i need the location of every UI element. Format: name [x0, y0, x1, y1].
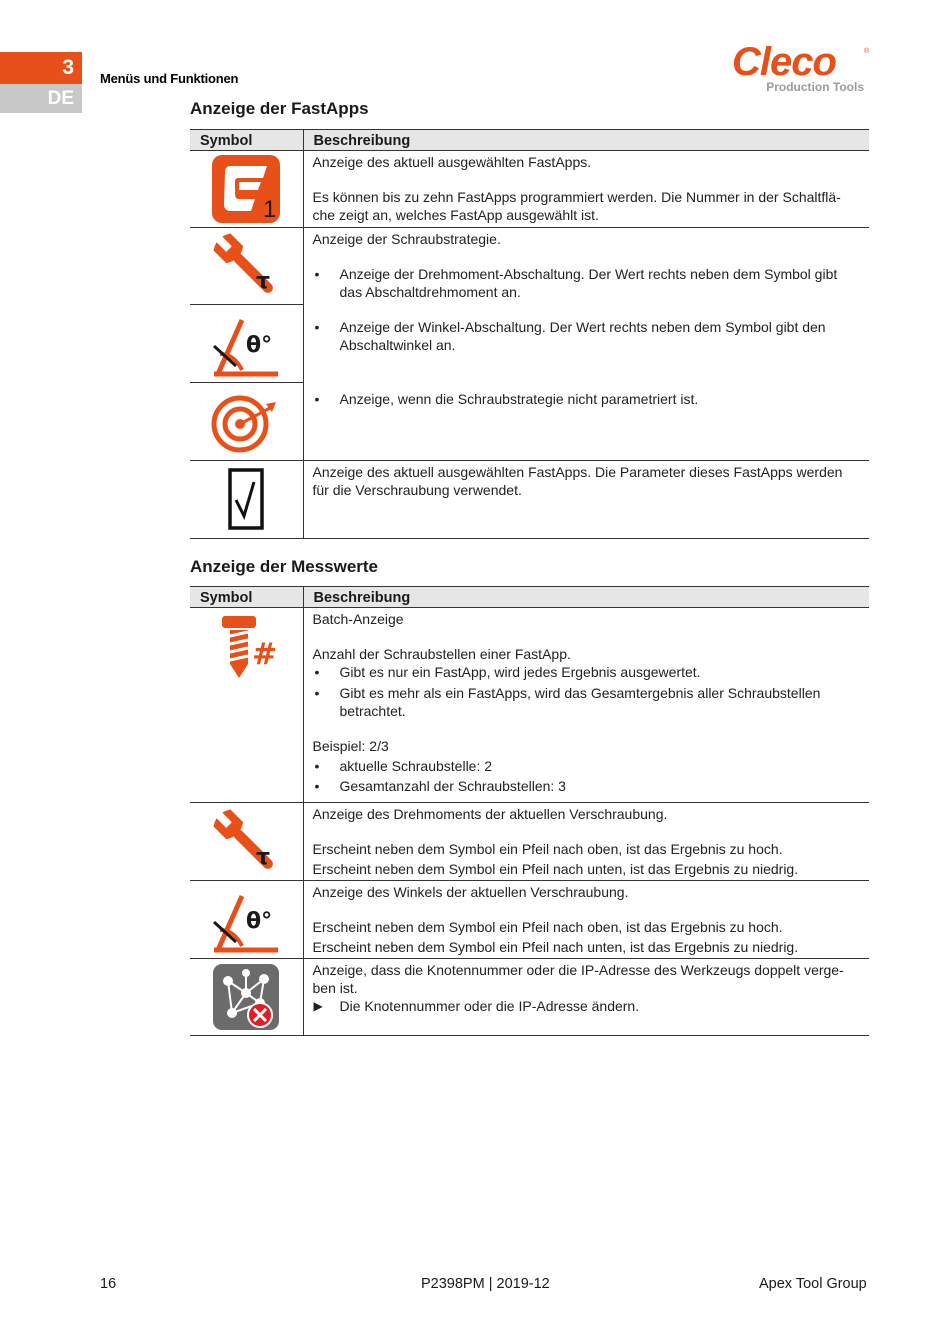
- action-step: ▶ Die Knotennummer oder die IP-Adresse ändern.: [313, 998, 640, 1014]
- strategy-intro: Anzeige der Schraubstrategie.: [312, 231, 501, 247]
- chapter-title: Menüs und Funktionen: [100, 71, 239, 86]
- svg-text:τ: τ: [256, 269, 271, 294]
- fastapp-desc-1: Anzeige des aktuell ausgewählten FastApps.: [312, 154, 592, 170]
- angle-desc-1: Anzeige des Winkels der aktuellen Verschraubung.: [312, 884, 629, 900]
- chapter-number-box: [0, 52, 82, 84]
- fastapps-table: [190, 129, 869, 539]
- svg-text:θ°: θ°: [246, 332, 273, 358]
- list-item: • Gesamtanzahl der Schraubstellen: 3: [313, 777, 861, 795]
- action-arrow-icon: ▶: [313, 999, 323, 1013]
- screw-batch-icon: [206, 612, 286, 684]
- fastapp-desc-2b: che zeigt an, welches FastApp ausgewählt ist.: [312, 207, 599, 223]
- svg-text:#: #: [252, 637, 278, 672]
- column-header-description: Beschreibung: [303, 587, 869, 608]
- table-row: [190, 228, 869, 305]
- torque-wrench-icon: [206, 228, 286, 304]
- torque-desc-2: Erscheint neben dem Symbol ein Pfeil nach oben, ist das Ergebnis zu hoch.: [312, 841, 783, 857]
- language-code: DE: [47, 88, 74, 109]
- document-id: P2398PM | 2019-12: [421, 1276, 550, 1292]
- torque-desc-1: Anzeige des Drehmoments der aktuellen Verschraubung.: [312, 806, 668, 822]
- column-header-symbol: Symbol: [190, 587, 303, 608]
- fastapp-number: 1: [263, 196, 277, 223]
- batch-desc: Anzahl der Schraubstellen einer FastApp.: [312, 646, 571, 662]
- target-icon: [206, 384, 286, 460]
- batch-title: Batch-Anzeige: [312, 611, 404, 627]
- column-header-symbol: Symbol: [190, 130, 303, 151]
- section-title-fastapps: Anzeige der FastApps: [190, 99, 369, 118]
- angle-icon: [206, 306, 286, 382]
- table-row: [190, 959, 869, 1036]
- table-row: [190, 608, 869, 803]
- language-box: [0, 84, 82, 113]
- checkbox-desc-2: für die Verschraubung verwendet.: [312, 482, 522, 498]
- messwerte-table: [190, 586, 869, 1036]
- list-item: • Gibt es mehr als ein FastApps, wird das Gesamtergebnis aller Schraubstellen betrachtet.: [313, 684, 861, 720]
- logo-subtext: Production Tools: [766, 80, 864, 94]
- network-error-icon: [212, 963, 280, 1031]
- fastapp-desc-2a: Es können bis zu zehn FastApps programmiert werden. Die Nummer in der Schaltflä-: [312, 189, 841, 205]
- section-title-messwerte: Anzeige der Messwerte: [190, 557, 379, 576]
- list-item: • Anzeige der Winkel-Abschaltung. Der Wert rechts neben dem Symbol gibt den Abschaltwinkel an.: [313, 318, 861, 354]
- company-name: Apex Tool Group: [759, 1276, 867, 1292]
- cleco-logo: [732, 40, 872, 94]
- svg-text:θ°: θ°: [246, 908, 273, 934]
- logo-registered-mark: ®: [864, 48, 870, 55]
- angle-desc-3: Erscheint neben dem Symbol ein Pfeil nach unten, ist das Ergebnis zu niedrig.: [312, 939, 799, 955]
- network-desc-2: ben ist.: [312, 980, 358, 996]
- chapter-number: 3: [62, 56, 74, 79]
- list-item: • Anzeige der Drehmoment-Abschaltung. Der Wert rechts neben dem Symbol gibt das Abschaltdrehmoment an.: [313, 265, 861, 301]
- svg-text:τ: τ: [256, 844, 271, 870]
- table-row: [190, 803, 869, 881]
- list-item: • Gibt es nur ein FastApp, wird jedes Ergebnis ausgewertet.: [313, 663, 861, 681]
- list-item: • aktuelle Schraubstelle: 2: [313, 757, 861, 775]
- table-row: [190, 881, 869, 959]
- angle-icon: [206, 882, 286, 958]
- network-desc-1: Anzeige, dass die Knotennummer oder die IP-Adresse des Werkzeugs doppelt verge-: [312, 962, 844, 978]
- logo-wordmark: Cleco: [732, 40, 836, 84]
- angle-desc-2: Erscheint neben dem Symbol ein Pfeil nach oben, ist das Ergebnis zu hoch.: [312, 919, 783, 935]
- list-item: • Anzeige, wenn die Schraubstrategie nicht parametriert ist.: [313, 390, 861, 408]
- fastapp-icon: [211, 154, 281, 224]
- table-row: [190, 461, 869, 539]
- torque-wrench-icon: [206, 804, 286, 880]
- checkbox-check-icon: [226, 466, 266, 534]
- torque-desc-3: Erscheint neben dem Symbol ein Pfeil nach unten, ist das Ergebnis zu niedrig.: [312, 861, 799, 877]
- column-header-description: Beschreibung: [303, 130, 869, 151]
- table-row: [190, 151, 869, 228]
- checkbox-desc-1: Anzeige des aktuell ausgewählten FastApps. Die Parameter dieses FastApps werden: [312, 464, 843, 480]
- batch-example: Beispiel: 2/3: [312, 738, 389, 754]
- page-number: 16: [100, 1276, 117, 1292]
